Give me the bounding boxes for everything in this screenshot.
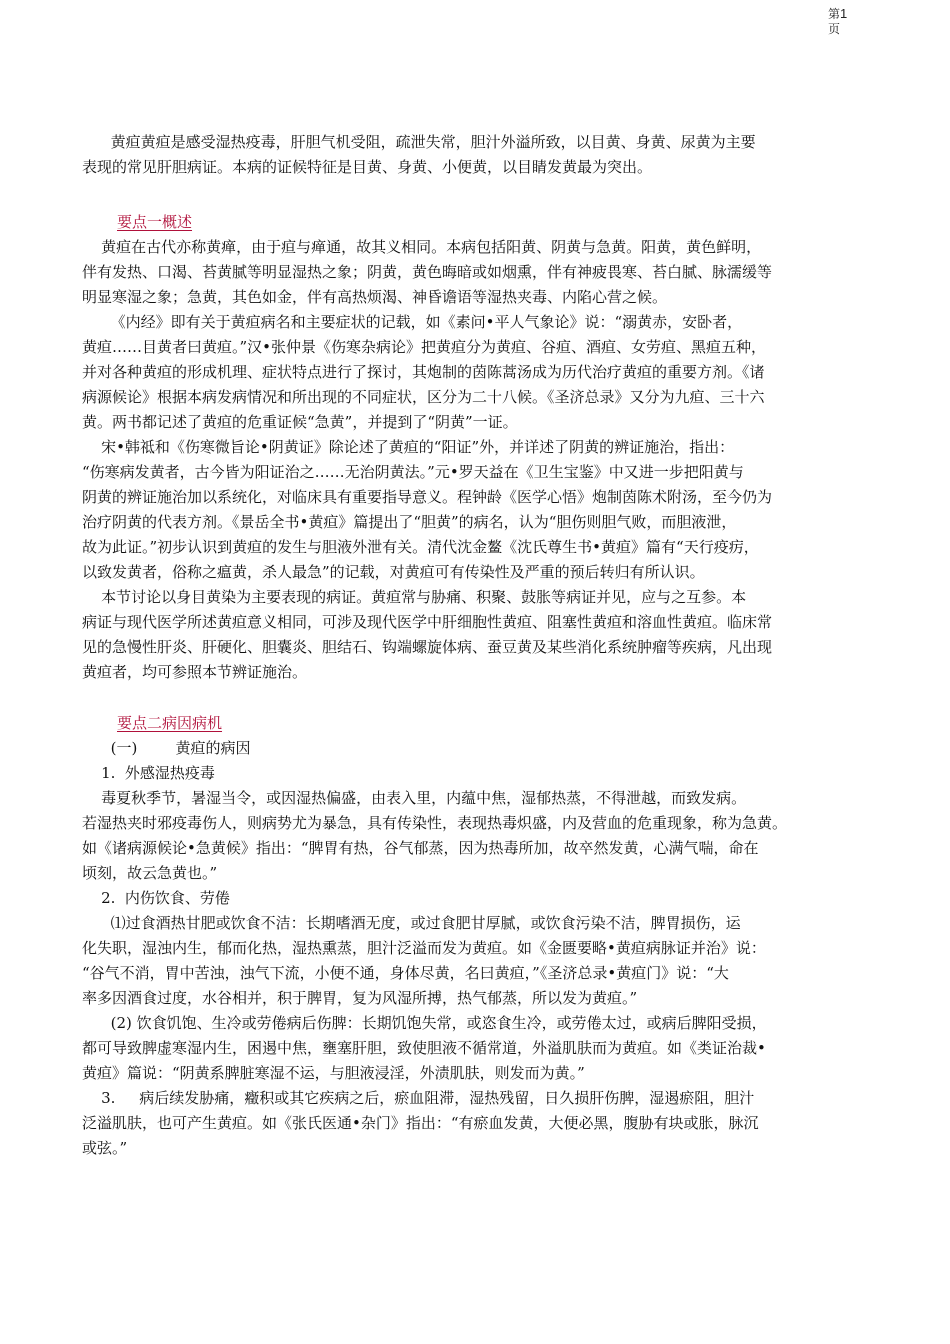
text-line: 病证与现代医学所述黄疸意义相同，可涉及现代医学中肝细胞性黄疸、阻塞性黄疸和溶血性黄疸。临床常 [82,613,773,631]
text-line: 故为此证。”初步认识到黄疸的发生与胆液外泄有关。清代沈金鳌《沈氏尊生书•黄疸》篇有“天行疫疠， [82,538,759,556]
section-heading-etiology: 要点二病因病机 [117,714,223,732]
page-number-value: 1 [840,6,848,21]
text-line: 宋•韩祗和《伤寒微旨论•阴黄证》除论述了黄疸的“阳证”外，并详述了阴黄的辨证施治，指出： [82,438,735,456]
section-etiology [82,711,882,1161]
section-overview [82,210,882,685]
text-line: 黄疸……目黄者曰黄疸。”汉•张仲景《伤寒杂病论》把黄疸分为黄疸、谷疸、酒疸、女劳疸、黑疸五种， [82,338,767,356]
text-line: 黄疸在古代亦称黄瘅，由于疸与瘅通，故其义相同。本病包括阳黄、阴黄与急黄。阳黄，黄色鲜明， [82,238,762,256]
page-number [828,6,868,37]
text-line: “伤寒病发黄者，古今皆为阳证治之……无治阴黄法。”元•罗天益在《卫生宝鉴》中又进一步把阳黄与 [82,463,744,481]
text-line: 泛溢肌肤，也可产生黄疸。如《张氏医通•杂门》指出：“有瘀血发黄，大便必黑，腹胁有块或胀，脉沉 [82,1114,759,1132]
intro-line: 表现的常见肝胆病证。本病的证候特征是目黄、身黄、小便黄，以目睛发黄最为突出。 [82,158,653,176]
text-line: 2. 内伤饮食、劳倦 [82,889,230,907]
text-line: ⑴过食酒热甘肥或饮食不洁：长期嗜酒无度，或过食肥甘厚腻，或饮食污染不洁，脾胃损伤，运 [82,914,741,932]
text-line: 明显寒湿之象；急黄，其色如金，伴有高热烦渴、神昏谵语等湿热夹毒、内陷心营之候。 [82,288,668,306]
text-line: 1. 外感湿热疫毒 [82,764,215,782]
page-number-suffix: 页 [828,22,841,36]
text-line: 率多因酒食过度，水谷相并，积于脾胃，复为风湿所搏，热气郁蒸，所以发为黄疸。” [82,989,638,1007]
text-line: 黄疸》篇说：“阴黄系脾脏寒湿不运，与胆液浸淫，外渍肌肤，则发而为黄。” [82,1064,585,1082]
text-line: 以致发黄者，俗称之瘟黄，杀人最急”的记载，对黄疸可有传染性及严重的预后转归有所认识。 [82,563,705,581]
document-body [82,130,882,1161]
text-line: 见的急慢性肝炎、肝硬化、胆囊炎、胆结石、钩端螺旋体病、蚕豆黄及某些消化系统肿瘤等疾病，凡出现 [82,638,773,656]
text-line: 3. 病后续发胁痛，癥积或其它疾病之后，瘀血阻滞，湿热残留，日久损肝伤脾，湿遏瘀阻，胆汁 [82,1089,755,1107]
text-line: 治疗阴黄的代表方剂。《景岳全书•黄疸》篇提出了“胆黄”的病名，认为“胆伤则胆气败，而胆液泄， [82,513,737,531]
text-line: 病源候论》根据本病发病情况和所出现的不同症状，区分为二十八候。《圣济总录》又分为九疸、三十六 [82,388,765,406]
text-line: 或弦。” [82,1139,128,1157]
text-line: 化失职，湿浊内生，郁而化热，湿热熏蒸，胆汁泛溢而发为黄疸。如《金匮要略•黄疸病脉证并治》说： [82,939,766,957]
intro-paragraph [82,130,882,180]
section-heading-overview: 要点一概述 [117,213,193,231]
text-line: (一) 黄疸的病因 [82,739,251,757]
text-line: 顷刻，故云急黄也。” [82,864,218,882]
text-line: 若湿热夹时邪疫毒伤人，则病势尤为暴急，具有传染性，表现热毒炽盛，内及营血的危重现象，称为急黄。 [82,814,788,832]
text-line: 都可导致脾虚寒湿内生，困遏中焦，壅塞肝胆，致使胆液不循常道，外溢肌肤而为黄疸。如《类证治裁• [82,1039,766,1057]
text-line: 黄疸者，均可参照本节辨证施治。 [82,663,308,681]
text-line: (2) 饮食饥饱、生冷或劳倦病后伤脾：长期饥饱失常，或恣食生冷，或劳倦太过，或病后脾阳受损， [82,1014,767,1032]
text-line: 伴有发热、口渴、苔黄腻等明显湿热之象；阴黄，黄色晦暗或如烟熏，伴有神疲畏寒、苔白腻、脉濡缓等 [82,263,773,281]
text-line: 阴黄的辨证施治加以系统化，对临床具有重要指导意义。程钟龄《医学心悟》炮制茵陈术附汤，至今仍为 [82,488,773,506]
text-line: 毒夏秋季节，暑湿当令，或因湿热偏盛，由表入里，内蕴中焦，湿郁热蒸，不得泄越，而致发病。 [82,789,747,807]
page-number-prefix: 第 [828,7,841,21]
intro-line: 黄疸黄疸是感受湿热疫毒，肝胆气机受阻，疏泄失常，胆汁外溢所致，以目黄、身黄、尿黄为主要 [82,133,756,151]
text-line: 《内经》即有关于黄疸病名和主要症状的记载，如《素问•平人气象论》说：“溺黄赤，安卧者， [82,313,743,331]
text-line: 本节讨论以身目黄染为主要表现的病证。黄疸常与胁痛、积聚、鼓胀等病证并见，应与之互参。本 [82,588,747,606]
text-line: “谷气不消，胃中苦浊，浊气下流，小便不通，身体尽黄，名曰黄疸，”《圣济总录•黄疸门》说：“大 [82,964,729,982]
text-line: 并对各种黄疸的形成机理、症状特点进行了探讨，其炮制的茵陈蒿汤成为历代治疗黄疸的重要方剂。《诸 [82,363,765,381]
text-line: 黄。两书都记述了黄疸的危重证候“急黄”，并提到了“阴黄”一证。 [82,413,518,431]
text-line: 如《诸病源候论•急黄候》指出：“脾胃有热，谷气郁蒸，因为热毒所加，故卒然发黄，心满气喘，命在 [82,839,759,857]
